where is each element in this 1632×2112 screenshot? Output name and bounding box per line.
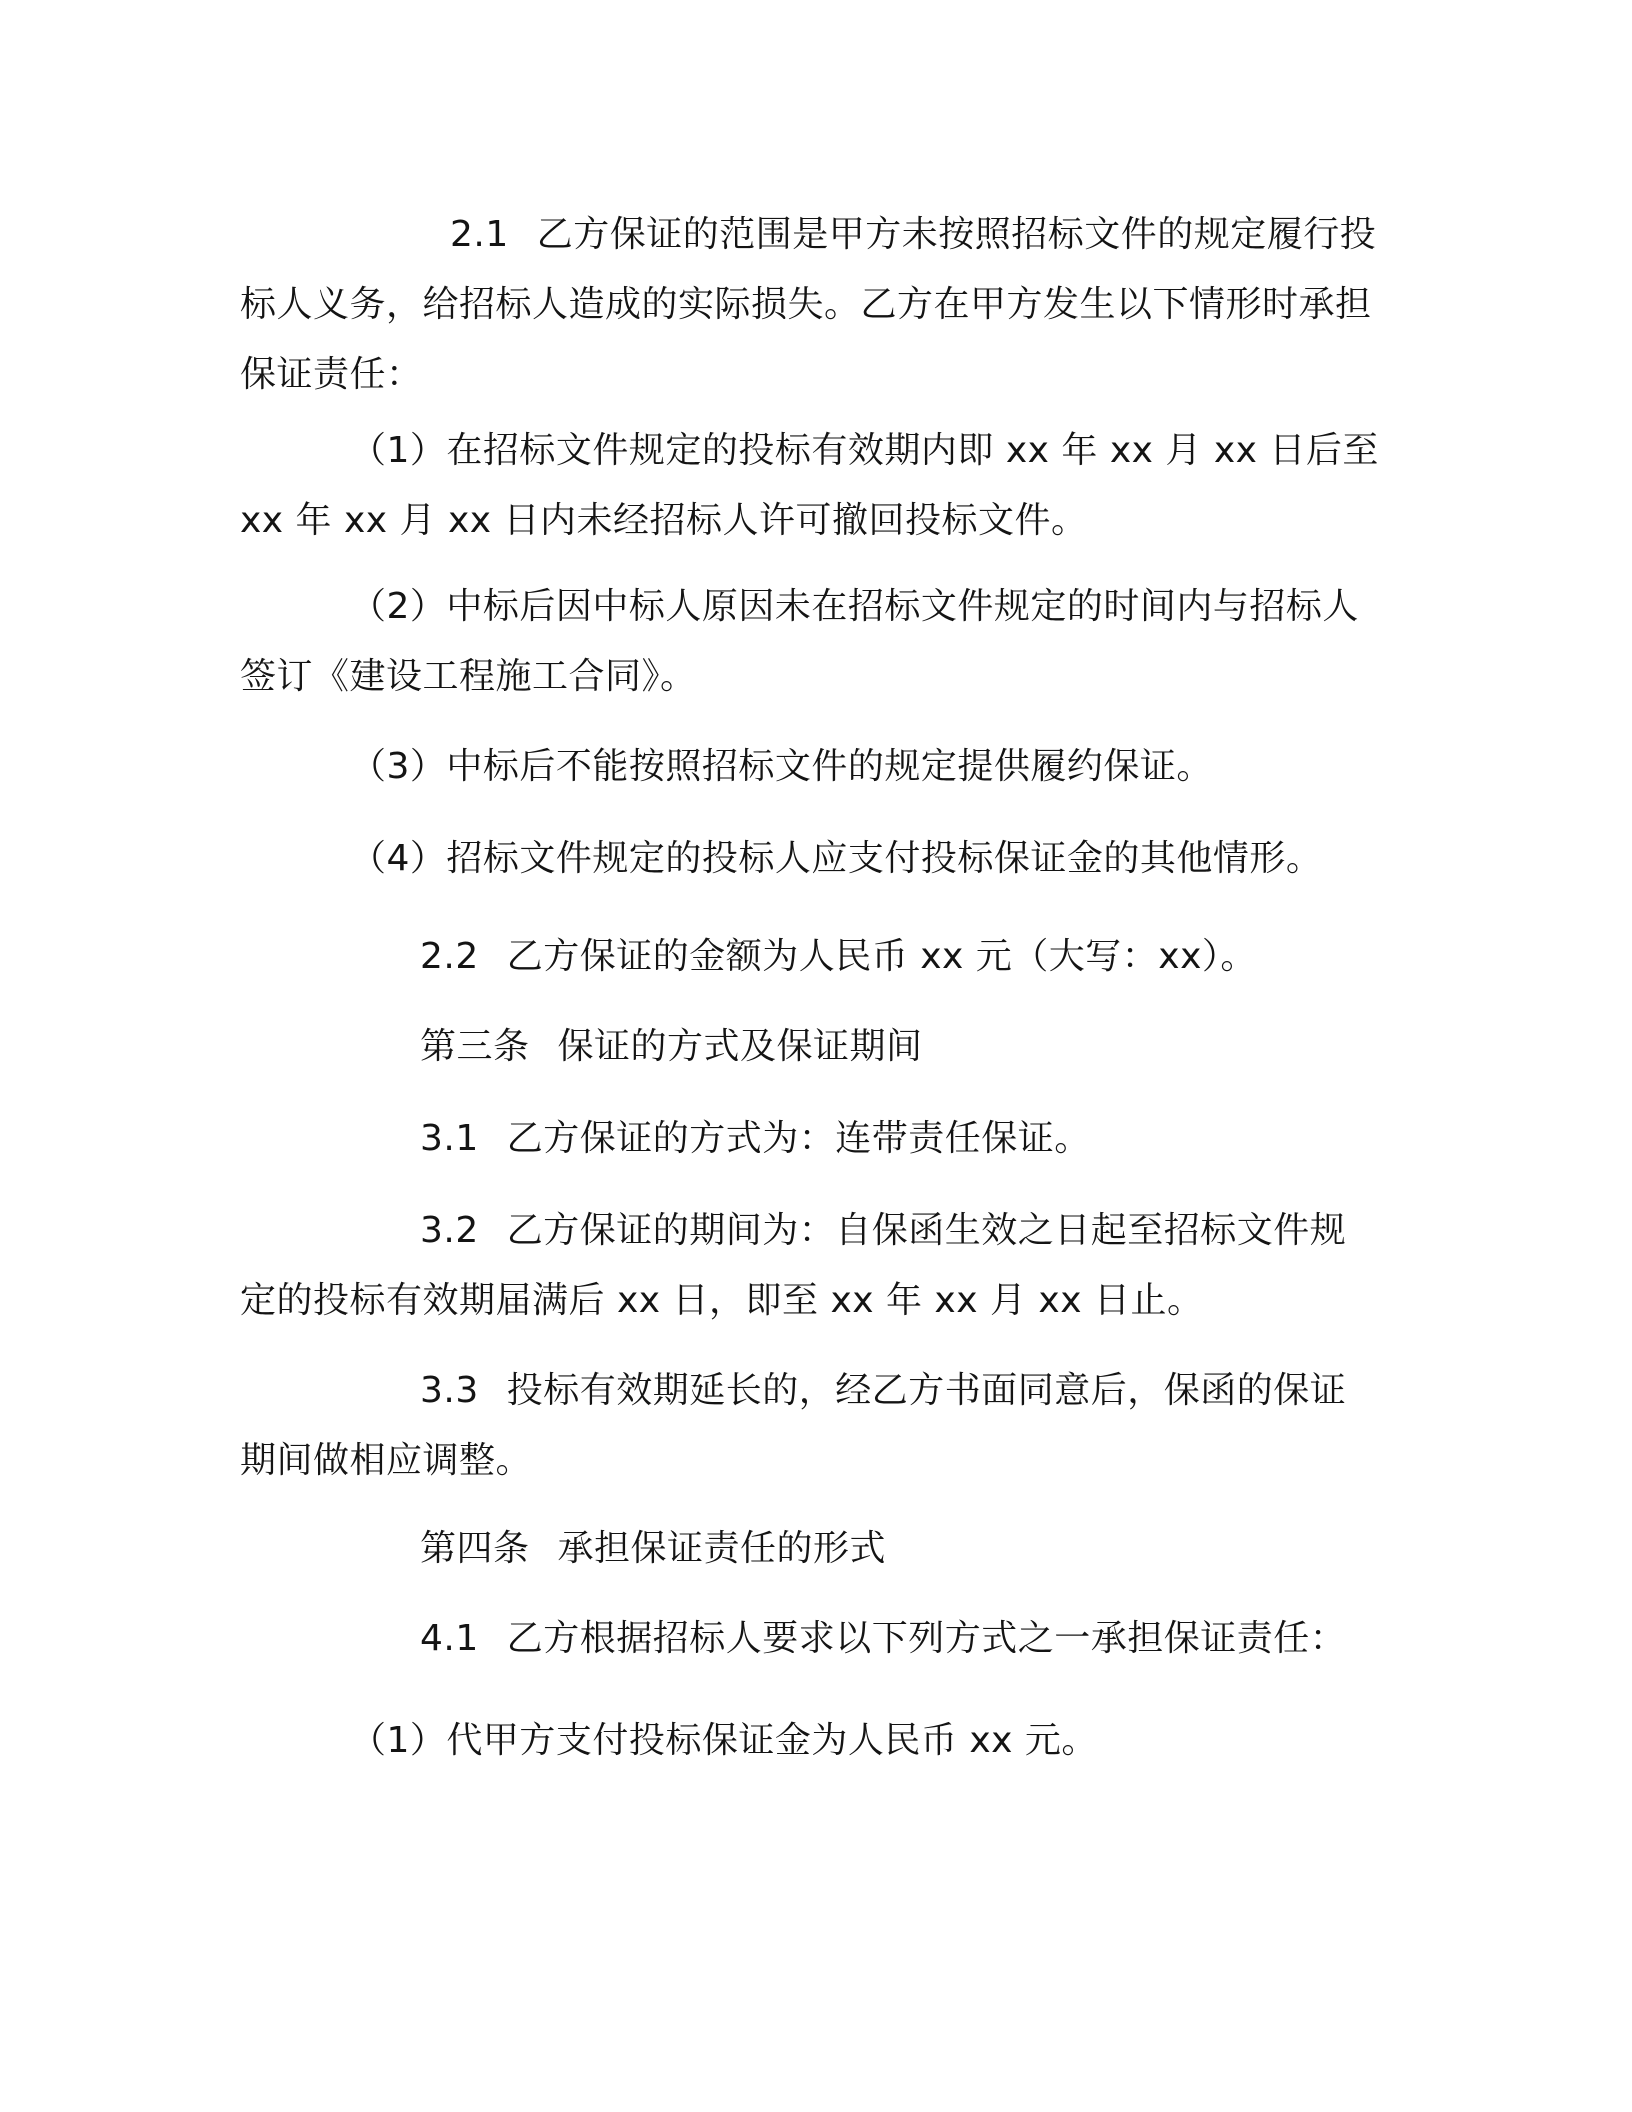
clause-text: 乙方保证的方式为：连带责任保证。 (506, 1118, 1091, 1159)
clause-number: 4.1 (420, 1618, 479, 1659)
clause-text: 投标有效期延长的，经乙方书面同意后，保函的保证期间做相应调整。 (240, 1370, 1347, 1481)
list-item-3: （3）中标后不能按照招标文件的规定提供履约保证。 (350, 746, 1213, 787)
clause-2-1 (240, 200, 1380, 410)
clause-number: 3.3 (420, 1370, 479, 1411)
clause-text: 乙方保证的范围是甲方未按照招标文件的规定履行投标人义务，给招标人造成的实际损失。乙方在甲方发生以下情形时承担保证责任： (240, 214, 1377, 395)
list-item-1: （1）在招标文件规定的投标有效期内即 xx 年 xx 月 xx 日后至 xx 年 xx 月 xx 日内未经招标人许可撤回投标文件。 (240, 430, 1379, 541)
article-3-heading (240, 1012, 1380, 1082)
article-title: 承担保证责任的形式 (557, 1528, 887, 1569)
clause-number: 2.1 (450, 214, 509, 255)
article-title: 保证的方式及保证期间 (557, 1026, 923, 1067)
clause-text: 乙方根据招标人要求以下列方式之一承担保证责任： (506, 1618, 1347, 1659)
clause-3-1 (240, 1104, 1380, 1174)
clause-number: 3.1 (420, 1118, 479, 1159)
clause-text: 乙方保证的金额为人民币 xx 元（大写：xx）。 (506, 936, 1257, 977)
article-number: 第三条 (420, 1026, 530, 1067)
clause-text: 乙方保证的期间为：自保函生效之日起至招标文件规定的投标有效期届满后 xx 日，即至 xx 年 xx 月 xx 日止。 (240, 1210, 1347, 1321)
article-4-heading (240, 1514, 1380, 1584)
clause-2-2 (240, 922, 1380, 992)
clause-4-1 (240, 1604, 1380, 1674)
list-item-4-1: （1）代甲方支付投标保证金为人民币 xx 元。 (350, 1720, 1098, 1761)
clause-number: 2.2 (420, 936, 479, 977)
clause-number: 3.2 (420, 1210, 479, 1251)
list-item-4: （4）招标文件规定的投标人应支付投标保证金的其他情形。 (350, 838, 1323, 879)
list-item-2: （2）中标后因中标人原因未在招标文件规定的时间内与招标人签订《建设工程施工合同》。 (240, 586, 1359, 697)
clause-3-2 (240, 1196, 1380, 1336)
clause-3-3 (240, 1356, 1380, 1496)
article-number: 第四条 (420, 1528, 530, 1569)
